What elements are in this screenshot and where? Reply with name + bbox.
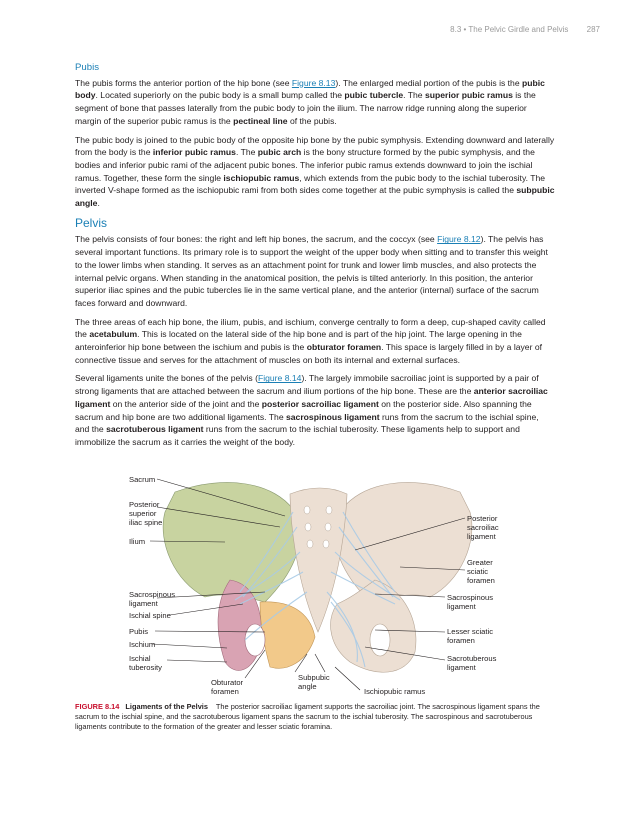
label-ischium: Ischium <box>129 640 156 649</box>
figure-caption <box>75 702 559 732</box>
label-sacrospinous-ligament-right: Sacrospinous ligament <box>447 593 494 611</box>
key-term: posterior sacroiliac ligament <box>261 398 379 409</box>
text-run: ). The enlarged medial portion of the pubis is the <box>335 77 523 88</box>
paragraph <box>75 372 555 448</box>
label-pubis: Pubis <box>129 627 148 636</box>
text-run: runs from the sacrum to the ischial spine, and the <box>75 411 539 435</box>
label-obturator-foramen: Obturator foramen <box>211 678 244 696</box>
text-run: runs from the sacrum to the ischial tuberosity. These ligaments help to support and immobilize the sacrum as it carries the weight of the body. <box>75 424 520 447</box>
paragraph <box>75 316 555 367</box>
paragraph <box>75 77 555 128</box>
text-run: is the bony structure formed by the pubic symphysis, and the bodies and inferior pubic rami of the adjacent pubic bones. The inferior pubic ramus extends downward to join the ischial ramus. Together, these form the single <box>75 147 535 183</box>
label-subpubic-angle: Subpubic angle <box>298 673 330 691</box>
main-content <box>75 62 555 455</box>
text-run: is the segment of bone that passes laterally from the pubic body to join the ilium. The narrow ridge running along the superior margin of the superior pubic ramus is the <box>75 90 536 126</box>
key-term: pubic tubercle <box>344 90 404 101</box>
figure-link[interactable]: Figure 8.12 <box>437 234 481 245</box>
paragraph <box>75 233 555 309</box>
label-greater-sciatic-foramen: Greater sciatic foramen <box>467 558 495 585</box>
paragraph <box>75 134 555 210</box>
label-ischial-spine: Ischial spine <box>129 611 171 620</box>
figure-caption-text: The posterior sacroiliac ligament supports the sacroiliac joint. The sacrospinous ligament spans the sacrum to the ischial spine, and the sacrotuberous ligament spans the sacrum to the ischial tuberosity. The sacrospinous and sacrotuberous ligaments contribute to the formation of the greater and lesser sciatic foramina. <box>75 702 540 731</box>
label-ischial-tuberosity: Ischial tuberosity <box>129 654 162 672</box>
figure-number: FIGURE 8.14 <box>75 702 120 711</box>
heading-pelvis: Pelvis <box>75 215 108 230</box>
key-term: obturator foramen <box>306 342 382 353</box>
key-term: ischiopubic ramus <box>223 172 300 183</box>
left-obturator-foramen <box>245 624 265 656</box>
text-run: . Located superiorly on the pubic body is a small bump called the <box>95 90 345 101</box>
text-run: ). The largely immobile sacroiliac joint is supported by a pair of strong ligaments that are attached between the sacrum and ilium portions of the hip bone. These are the <box>75 373 539 397</box>
label-posterior-sacroiliac-ligament: Posterior sacroiliac ligament <box>467 514 499 541</box>
text-run: . The <box>235 147 258 158</box>
figure-title: Ligaments of the Pelvis <box>125 702 208 711</box>
heading-pubis: Pubis <box>75 62 99 73</box>
text-run: . This is located on the lateral side of the hip bone and is part of the hip joint. The large opening in the anteroinferior hip bone between the ischium and pubis is the <box>75 329 522 353</box>
text-run: The pubis forms the anterior portion of the hip bone (see <box>75 77 292 88</box>
label-sacrum: Sacrum <box>129 475 156 484</box>
text-run: Several ligaments unite the bones of the pelvis ( <box>75 373 258 384</box>
text-run: The pelvis consists of four bones: the right and left hip bones, the sacrum, and the coccyx (see <box>75 234 438 245</box>
text-run: ). The pelvis has several important functions. Its primary role is to support the weight of the upper body when sitting and to transfer this weight to the lower limbs when standing. It serves as an attachment point for trunk and lower limb muscles, and also protects the internal pelvic organs. When standing in the anatomical position, the pelvis is tilted anteriorly. In this position, the anterior superior iliac spines and the pubic tubercles lie in the same vertical plane, and the anterior (internal) surface of the sacrum faces forward and downward. <box>75 234 548 308</box>
text-run: , which extends from the pubic body to the ischial tuberosity. The inverted V-shape formed as the ischiopubic rami from both sides come together at the pubic symphysis is called the <box>75 172 546 196</box>
text-run: of the pubis. <box>287 115 337 126</box>
label-posterior-superior-iliac-spine: Posterior superior iliac spine <box>129 500 163 527</box>
label-ilium: Ilium <box>129 537 146 546</box>
key-term: acetabulum <box>89 329 138 340</box>
text-run: on the anterior side of the joint and the <box>110 398 262 409</box>
key-term: anterior sacroiliac ligament <box>75 386 548 409</box>
text-run: . This space is largely filled in by a layer of connective tissue and serves for the attachment of muscles on both its internal and external surfaces. <box>75 342 542 365</box>
key-term: inferior pubic ramus <box>152 147 236 158</box>
text-run: on the posterior side. Also spanning the sacrum and hip bone are two additional ligaments. The <box>75 398 532 422</box>
label-sacrotuberous-ligament: Sacrotuberous ligament <box>447 654 497 672</box>
key-term: sacrotuberous ligament <box>106 424 204 435</box>
key-term: sacrospinous ligament <box>286 411 380 422</box>
figure-link[interactable]: Figure 8.13 <box>291 77 336 88</box>
right-obturator-foramen <box>370 624 390 656</box>
running-header <box>450 25 600 34</box>
key-term: pubic arch <box>257 147 302 158</box>
text-run: . The <box>403 90 425 101</box>
label-ischiopubic-ramus: Ischiopubic ramus <box>364 687 426 696</box>
pelvis-ligaments-figure <box>75 472 555 700</box>
key-term: pubic body <box>75 77 545 101</box>
left-pubis <box>260 602 315 668</box>
text-run: . <box>97 198 100 209</box>
key-term: subpubic angle <box>75 185 555 209</box>
text-run: The pubic body is joined to the pubic body of the opposite hip bone by the pubic symphysis. Extending downward and laterally from the body is the <box>75 134 555 158</box>
text-run: The three areas of each hip bone, the ilium, pubis, and ischium, converge centrally to form a deep, cup-shaped cavity called the <box>75 316 546 340</box>
page-number: 287 <box>586 25 600 34</box>
key-term: pectineal line <box>233 115 288 126</box>
label-lesser-sciatic-foramen: Lesser sciatic foramen <box>447 627 494 645</box>
section-title: 8.3 • The Pelvic Girdle and Pelvis <box>450 25 569 34</box>
figure-link[interactable]: Figure 8.14 <box>257 373 302 384</box>
label-sacrospinous-ligament-left: Sacrospinous ligament <box>129 590 176 608</box>
key-term: superior pubic ramus <box>424 90 513 101</box>
